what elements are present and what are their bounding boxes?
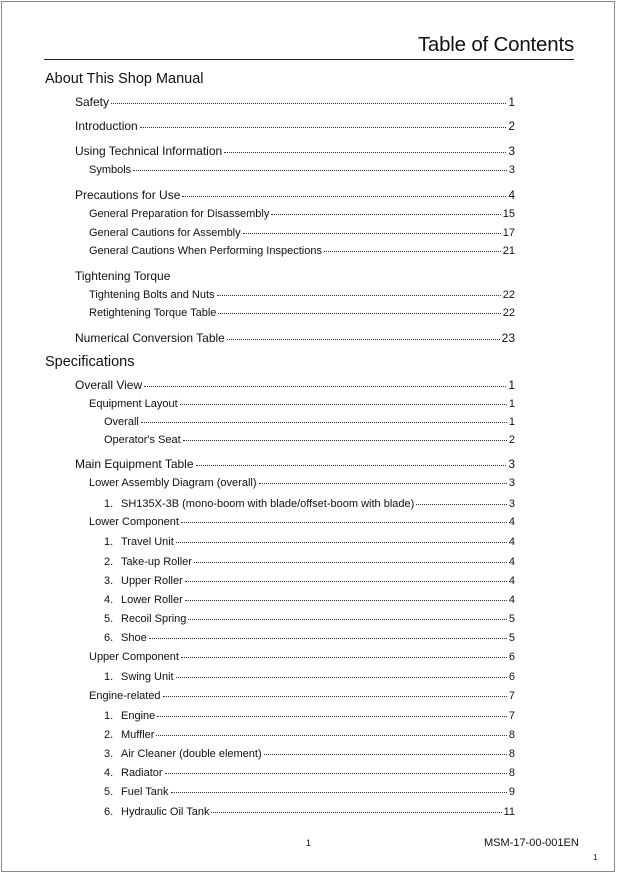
toc-entry-number: 3. xyxy=(104,748,114,760)
dot-leader xyxy=(324,251,501,252)
toc-entry-page: 8 xyxy=(508,748,515,760)
toc-entry-page: 1 xyxy=(508,416,515,428)
dot-leader xyxy=(181,657,507,658)
toc-entry-page: 23 xyxy=(501,331,515,345)
toc-entry-title: Hydraulic Oil Tank xyxy=(121,806,210,818)
toc-entry[interactable] xyxy=(89,288,515,302)
toc-entry-page: 3 xyxy=(508,498,515,510)
toc-entry-title: Numerical Conversion Table xyxy=(75,331,225,345)
toc-entry[interactable] xyxy=(104,535,515,549)
toc-entry-number: 1. xyxy=(104,498,114,510)
toc-entry-page: 6 xyxy=(508,651,515,663)
toc-entry-title: Muffler xyxy=(121,729,155,741)
toc-entry-page: 1 xyxy=(508,378,515,392)
dot-leader xyxy=(211,812,501,813)
toc-entry[interactable] xyxy=(89,207,515,221)
toc-entry-page: 3 xyxy=(508,164,515,176)
dot-leader xyxy=(180,404,507,405)
toc-entry-title: Engine xyxy=(121,710,156,722)
toc-entry-page: 7 xyxy=(508,710,515,722)
toc-entry[interactable] xyxy=(104,415,515,429)
toc-entry-title: Equipment Layout xyxy=(89,398,178,410)
dot-leader xyxy=(259,483,507,484)
toc-entry-page: 2 xyxy=(508,434,515,446)
toc-entry-page: 4 xyxy=(508,516,515,528)
dot-leader xyxy=(218,313,500,314)
toc-entry[interactable] xyxy=(104,747,515,761)
toc-entry-title: Shoe xyxy=(121,632,147,644)
toc-entry[interactable] xyxy=(104,433,515,447)
toc-entry-number: 4. xyxy=(104,767,114,779)
toc-entry-title: Tightening Torque xyxy=(75,269,171,283)
toc-entry-title: Safety xyxy=(75,95,110,109)
dot-leader xyxy=(196,465,507,466)
toc-entry-title: General Preparation for Disassembly xyxy=(89,208,270,220)
toc-entry[interactable] xyxy=(104,805,515,819)
toc-entry[interactable] xyxy=(104,497,515,511)
toc-entry[interactable] xyxy=(89,476,515,490)
toc-entry[interactable] xyxy=(104,593,515,607)
toc-entry-page: 15 xyxy=(502,208,515,220)
toc-entry-title: Radiator xyxy=(121,767,163,779)
dot-leader xyxy=(264,754,507,755)
toc-entry-page: 17 xyxy=(502,227,515,239)
toc-entry-title: Using Technical Information xyxy=(75,144,223,158)
footer-page-number: 1 xyxy=(306,838,312,848)
toc-entry[interactable] xyxy=(89,689,515,703)
toc-entry-number: 5. xyxy=(104,786,114,798)
toc-entry-number: 1. xyxy=(104,536,114,548)
toc-entry-number: 6. xyxy=(104,806,114,818)
toc-entry[interactable] xyxy=(89,226,515,240)
toc-entry-number: 1. xyxy=(104,710,114,722)
footer-document-code: MSM-17-00-001EN xyxy=(484,837,579,849)
toc-entry-number: 5. xyxy=(104,613,114,625)
toc-entry-title: Lower Roller xyxy=(121,594,183,606)
toc-entry-page: 3 xyxy=(508,144,515,158)
toc-entry[interactable] xyxy=(104,555,515,569)
toc-entry-title: Tightening Bolts and Nuts xyxy=(89,289,215,301)
toc-entry-title: Swing Unit xyxy=(121,671,174,683)
toc-entry-title: Introduction xyxy=(75,119,138,133)
dot-leader xyxy=(141,422,507,423)
dot-leader xyxy=(165,773,507,774)
toc-entry-title: Travel Unit xyxy=(121,536,174,548)
toc-entry-page: 9 xyxy=(508,786,515,798)
dot-leader xyxy=(227,339,500,340)
toc-entry-page: 1 xyxy=(508,95,515,109)
toc-entry-title: Retightening Torque Table xyxy=(89,307,217,319)
toc-entry-title: Symbols xyxy=(89,164,132,176)
toc-entry[interactable] xyxy=(89,650,515,664)
toc-entry[interactable] xyxy=(75,457,515,471)
toc-entry-title: General Cautions When Performing Inspections xyxy=(89,245,322,257)
toc-entry-page: 4 xyxy=(508,188,515,202)
toc-entry-page: 3 xyxy=(508,477,515,489)
dot-leader xyxy=(171,792,507,793)
dot-leader xyxy=(217,295,501,296)
toc-entry-page: 6 xyxy=(508,671,515,683)
dot-leader xyxy=(140,127,507,128)
dot-leader xyxy=(185,600,507,601)
toc-entry-page: 7 xyxy=(508,690,515,702)
dot-leader xyxy=(182,196,506,197)
toc-entry-page: 22 xyxy=(502,289,515,301)
toc-entry[interactable] xyxy=(89,306,515,320)
toc-entry-title: Upper Component xyxy=(89,651,179,663)
toc-entry[interactable] xyxy=(104,766,515,780)
toc-entry[interactable] xyxy=(104,709,515,723)
toc-entry[interactable] xyxy=(104,574,515,588)
dot-leader xyxy=(163,696,507,697)
dot-leader xyxy=(176,542,507,543)
toc-entry-page: 21 xyxy=(502,245,515,257)
toc-entry-title: Operator's Seat xyxy=(104,434,181,446)
dot-leader xyxy=(133,170,507,171)
toc-entry[interactable] xyxy=(89,244,515,258)
toc-entry-number: 2. xyxy=(104,729,114,741)
toc-entry-title: Precautions for Use xyxy=(75,188,181,202)
toc-entry[interactable] xyxy=(75,378,515,392)
toc-entry[interactable] xyxy=(89,515,515,529)
dot-leader xyxy=(224,152,506,153)
toc-entry[interactable] xyxy=(104,728,515,742)
dot-leader xyxy=(188,619,506,620)
dot-leader xyxy=(157,716,507,717)
toc-entry-title: Engine-related xyxy=(89,690,161,702)
dot-leader xyxy=(185,581,507,582)
toc-entry-title: Overall xyxy=(104,416,139,428)
toc-entry[interactable] xyxy=(75,119,515,133)
toc-entry[interactable] xyxy=(104,612,515,626)
section-heading: About This Shop Manual xyxy=(45,71,204,87)
toc-entry-number: 3. xyxy=(104,575,114,587)
toc-entry[interactable] xyxy=(104,785,515,799)
toc-entry-title: Take-up Roller xyxy=(121,556,192,568)
toc-entry[interactable] xyxy=(89,163,515,177)
dot-leader xyxy=(416,504,507,505)
toc-entry-number: 2. xyxy=(104,556,114,568)
toc-entry-page: 8 xyxy=(508,729,515,741)
toc-entry-page: 4 xyxy=(508,536,515,548)
dot-leader xyxy=(181,522,507,523)
dot-leader xyxy=(183,440,507,441)
dot-leader xyxy=(111,103,506,104)
toc-entry-title: Main Equipment Table xyxy=(75,457,194,471)
toc-entry-page: 4 xyxy=(508,556,515,568)
toc-entry-page: 11 xyxy=(503,806,515,818)
toc-entry-title: Lower Component xyxy=(89,516,179,528)
toc-entry-title: Overall View xyxy=(75,378,143,392)
toc-entry-page: 4 xyxy=(508,594,515,606)
toc-entry[interactable] xyxy=(75,188,515,202)
toc-entry-title: Fuel Tank xyxy=(121,786,169,798)
toc-entry-number: 6. xyxy=(104,632,114,644)
toc-entry-title: SH135X-3B (mono-boom with blade/offset-boom with blade) xyxy=(121,498,415,510)
toc-entry-title: General Cautions for Assembly xyxy=(89,227,241,239)
toc-entry-number: 1. xyxy=(104,671,114,683)
dot-leader xyxy=(156,735,506,736)
dot-leader xyxy=(149,638,507,639)
toc-entry-title: Recoil Spring xyxy=(121,613,187,625)
toc-entry[interactable] xyxy=(75,95,515,109)
toc-entry[interactable] xyxy=(75,331,515,345)
toc-entry-page: 3 xyxy=(508,457,515,471)
toc-entry-page: 5 xyxy=(508,632,515,644)
title-divider xyxy=(44,59,574,60)
toc-entry-title: Air Cleaner (double element) xyxy=(121,748,262,760)
toc-entry-page: 22 xyxy=(502,307,515,319)
toc-entry-page: 8 xyxy=(508,767,515,779)
dot-leader xyxy=(176,677,507,678)
dot-leader xyxy=(144,386,506,387)
toc-entry-page: 5 xyxy=(508,613,515,625)
toc-entry[interactable] xyxy=(89,397,515,411)
toc-entry-title: Lower Assembly Diagram (overall) xyxy=(89,477,257,489)
toc-entry[interactable] xyxy=(104,631,515,645)
dot-leader xyxy=(271,214,500,215)
toc-entry[interactable] xyxy=(75,144,515,158)
corner-page-number: 1 xyxy=(593,853,598,862)
page-title: Table of Contents xyxy=(417,33,574,56)
toc-entry-title: Upper Roller xyxy=(121,575,183,587)
toc-entry[interactable] xyxy=(75,269,515,283)
toc-entry[interactable] xyxy=(104,670,515,684)
toc-entry-page: 4 xyxy=(508,575,515,587)
section-heading: Specifications xyxy=(45,354,135,370)
dot-leader xyxy=(194,562,507,563)
toc-entry-number: 4. xyxy=(104,594,114,606)
dot-leader xyxy=(243,233,501,234)
toc-entry-page: 2 xyxy=(508,119,515,133)
toc-entry-page: 1 xyxy=(508,398,515,410)
